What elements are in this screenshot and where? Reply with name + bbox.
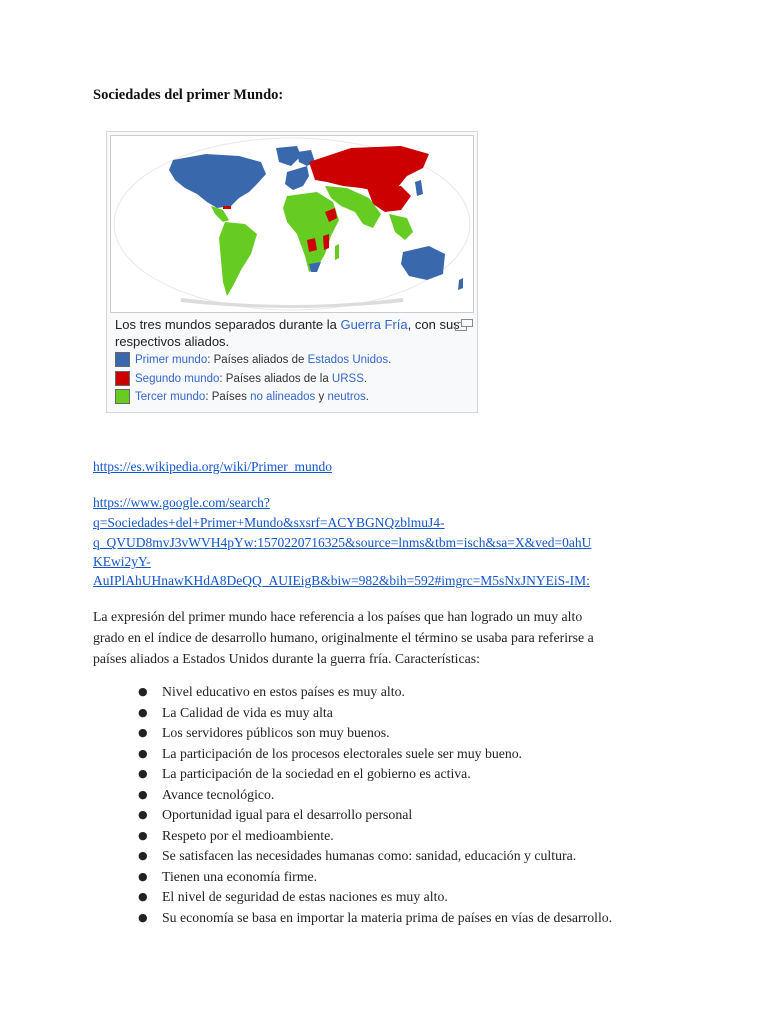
legend-mid: y xyxy=(315,390,328,403)
list-item xyxy=(0,682,768,703)
list-item xyxy=(0,785,768,806)
list-item-text: El nivel de seguridad de estas naciones es muy alto. xyxy=(162,889,448,904)
legend-segundo-mundo xyxy=(115,370,367,387)
paragraph-line: países aliados a Estados Unidos durante la guerra fría. Características: xyxy=(93,651,480,666)
list-item xyxy=(0,908,768,929)
bullet-icon: ● xyxy=(138,828,148,842)
characteristics-list xyxy=(0,682,768,928)
list-item-text: Tienen una economía firme. xyxy=(162,868,318,884)
legend-entity-2[interactable]: neutros xyxy=(327,390,366,403)
legend-end: . xyxy=(365,390,369,403)
legend-entity[interactable]: Estados Unidos xyxy=(307,353,389,366)
enlarge-icon[interactable] xyxy=(455,318,473,330)
list-item-text: La participación de la sociedad en el gobierno es activa. xyxy=(162,766,471,781)
list-item xyxy=(0,826,768,847)
google-search-link-line-3[interactable]: q_QVUD8mvJ3vWVH4pYw:1570220716325&source=lnms&tbm=isch&sa=X&ved=0ahU xyxy=(93,535,592,550)
legend-term[interactable]: Segundo mundo xyxy=(135,372,220,385)
bullet-icon: ● xyxy=(138,808,148,821)
legend-sep: : Países aliados de xyxy=(207,353,308,366)
legend-end: . xyxy=(363,372,368,385)
bullet-icon: ● xyxy=(138,726,148,739)
google-search-link-line-2[interactable]: q=Sociedades+del+Primer+Mundo&sxsrf=ACYBGNQzblmuJ4- xyxy=(93,515,445,530)
bullet-icon: ● xyxy=(138,705,148,719)
legend-sep: : Países aliados de la xyxy=(219,372,332,385)
wikipedia-link[interactable]: https://es.wikipedia.org/wiki/Primer_mundo xyxy=(93,459,332,474)
list-item xyxy=(0,805,768,826)
list-item xyxy=(0,846,768,867)
list-item xyxy=(0,867,768,888)
google-search-link-line-5[interactable]: AuIPlAhUHnawKHdA8DeQQ_AUIEigB&biw=982&bih=592#imgrc=M5sNxJNYEiS-IM: xyxy=(93,573,590,588)
bullet-icon: ● xyxy=(138,910,148,924)
bullet-icon: ● xyxy=(138,869,148,883)
legend-swatch-blue xyxy=(115,352,130,367)
list-item-text: Los servidores públicos son muy buenos. xyxy=(162,725,390,740)
legend-tercer-mundo xyxy=(115,388,369,405)
bullet-icon: ● xyxy=(138,767,148,780)
list-item-text: La participación de los procesos electorales suele ser muy bueno. xyxy=(162,745,523,761)
list-item-text: Nivel educativo en estos países es muy alto. xyxy=(162,684,405,699)
list-item-text: Respeto por el medioambiente. xyxy=(162,827,334,843)
legend-swatch-green xyxy=(115,389,130,404)
caption-text-prefix: Los tres mundos separados durante la xyxy=(115,317,341,332)
three-worlds-figure xyxy=(106,131,478,413)
list-item xyxy=(0,703,768,724)
bullet-icon: ● xyxy=(138,746,148,760)
legend-swatch-red xyxy=(115,371,130,386)
world-map-image[interactable] xyxy=(110,135,474,313)
list-item-text: Oportunidad igual para el desarrollo personal xyxy=(162,807,413,822)
paragraph-line: La expresión del primer mundo hace referencia a los países que han logrado un muy alto xyxy=(93,609,583,624)
list-item xyxy=(0,887,768,908)
caption-text-suffix: , con sus respectivos aliados. xyxy=(115,317,460,349)
legend-entity[interactable]: URSS xyxy=(331,372,364,385)
list-item-text: Su economía se basa en importar la materia prima de países en vías de desarrollo. xyxy=(162,909,613,925)
list-item-text: Se satisfacen las necesidades humanas como: sanidad, educación y cultura. xyxy=(162,848,577,863)
legend-end: . xyxy=(388,353,392,366)
caption-link-guerra-fria[interactable]: Guerra Fría xyxy=(340,317,408,332)
legend-primer-mundo xyxy=(115,351,391,368)
document-heading: Sociedades del primer Mundo: xyxy=(93,87,284,103)
list-item xyxy=(0,723,768,744)
legend-sep: : Países xyxy=(205,390,251,403)
list-item xyxy=(0,744,768,765)
intro-paragraph xyxy=(93,606,673,669)
figure-caption xyxy=(115,316,465,350)
list-item-text: La Calidad de vida es muy alta xyxy=(162,704,333,720)
bullet-icon: ● xyxy=(138,849,148,862)
paragraph-line: grado en el índice de desarrollo humano, originalmente el término se usaba para referirse a xyxy=(93,630,594,645)
bullet-icon: ● xyxy=(138,685,148,698)
legend-term[interactable]: Tercer mundo xyxy=(135,390,206,403)
google-search-link-line-4[interactable]: KEwi2yY- xyxy=(93,554,151,569)
list-item xyxy=(0,764,768,785)
google-search-link-line-1[interactable]: https://www.google.com/search? xyxy=(93,495,270,510)
legend-entity[interactable]: no alineados xyxy=(250,390,316,403)
world-map xyxy=(111,136,473,312)
legend-term[interactable]: Primer mundo xyxy=(135,353,208,366)
bullet-icon: ● xyxy=(138,787,148,801)
bullet-icon: ● xyxy=(138,890,148,903)
list-item-text: Avance tecnológico. xyxy=(162,786,275,802)
